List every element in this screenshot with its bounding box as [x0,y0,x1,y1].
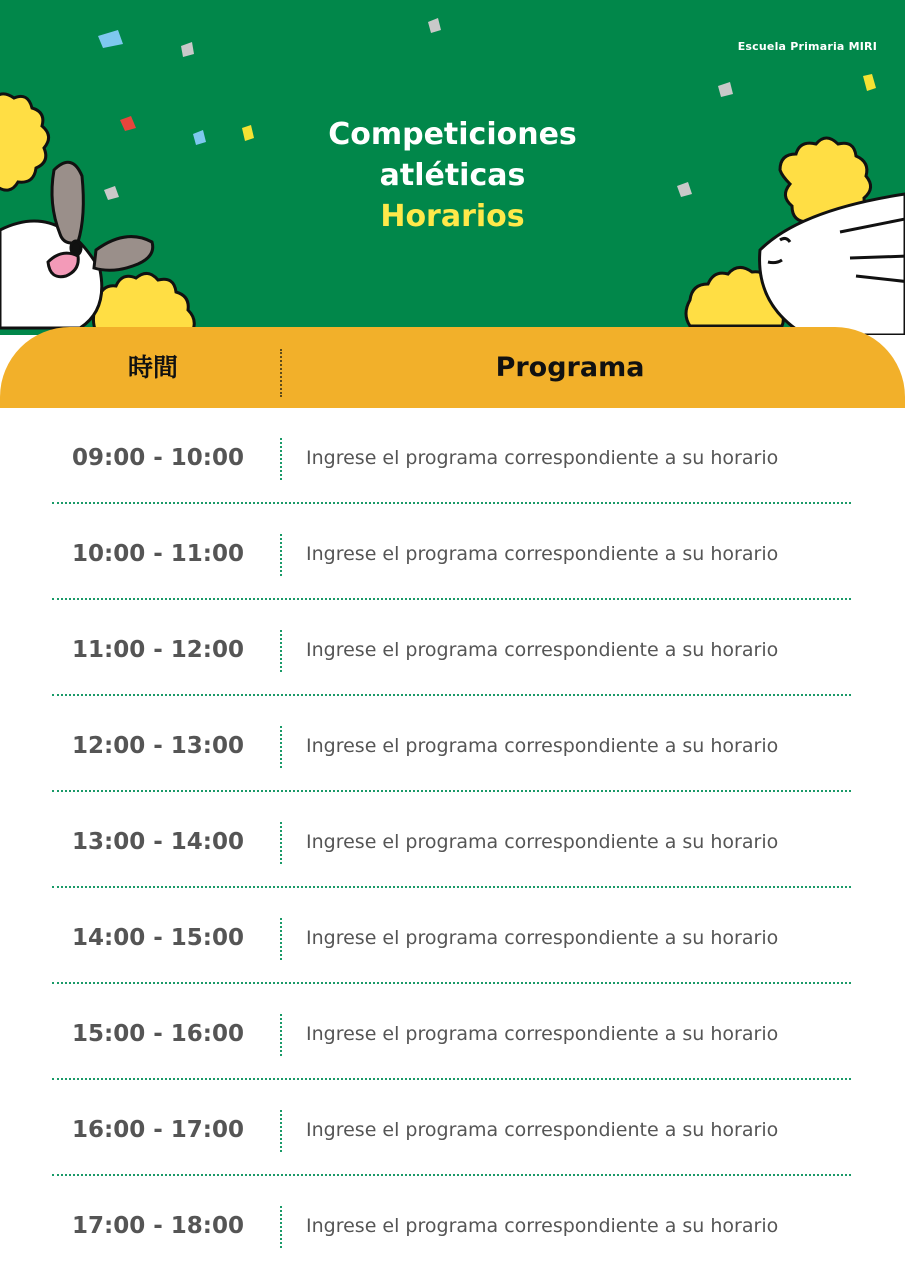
table-row [52,792,851,888]
row-time: 10:00 - 11:00 [72,541,244,567]
table-row [52,504,851,600]
table-row [52,696,851,792]
row-divider [280,1110,282,1152]
row-program: Ingrese el programa correspondiente a su horario [306,1215,779,1237]
table-row [52,984,851,1080]
column-header-time: 時間 [127,353,178,382]
row-time: 11:00 - 12:00 [72,637,244,663]
row-time: 16:00 - 17:00 [72,1117,244,1143]
row-program: Ingrese el programa correspondiente a su horario [306,639,779,661]
school-name: Escuela Primaria MIRI [737,40,877,53]
table-row [52,1080,851,1176]
row-program: Ingrese el programa correspondiente a su horario [306,927,779,949]
row-program: Ingrese el programa correspondiente a su horario [306,1023,779,1045]
row-program: Ingrese el programa correspondiente a su horario [306,735,779,757]
row-time: 12:00 - 13:00 [72,733,244,759]
row-divider [280,1206,282,1248]
table-row [52,888,851,984]
title-line-1: Competiciones [328,117,577,152]
row-program: Ingrese el programa correspondiente a su horario [306,543,779,565]
row-divider [280,1014,282,1056]
table-header [0,327,905,408]
row-time: 14:00 - 15:00 [72,925,244,951]
row-divider [280,822,282,864]
page-title [0,114,905,237]
row-time: 17:00 - 18:00 [72,1213,244,1239]
row-program: Ingrese el programa correspondiente a su horario [306,447,779,469]
table-row [52,600,851,696]
title-line-2: atléticas [379,158,526,193]
title-subtitle: Horarios [380,199,525,234]
row-program: Ingrese el programa correspondiente a su horario [306,831,779,853]
table-row [52,1176,851,1270]
column-header-program: Programa [495,352,645,383]
row-time: 15:00 - 16:00 [72,1021,244,1047]
row-program: Ingrese el programa correspondiente a su horario [306,1119,779,1141]
row-time: 13:00 - 14:00 [72,829,244,855]
top-banner [0,0,905,335]
row-time: 09:00 - 10:00 [72,445,244,471]
table-row [52,408,851,504]
row-divider [280,630,282,672]
row-divider [280,726,282,768]
row-divider [280,438,282,480]
row-divider [280,918,282,960]
schedule-table [52,408,851,1270]
header-divider [280,349,282,397]
row-divider [280,534,282,576]
